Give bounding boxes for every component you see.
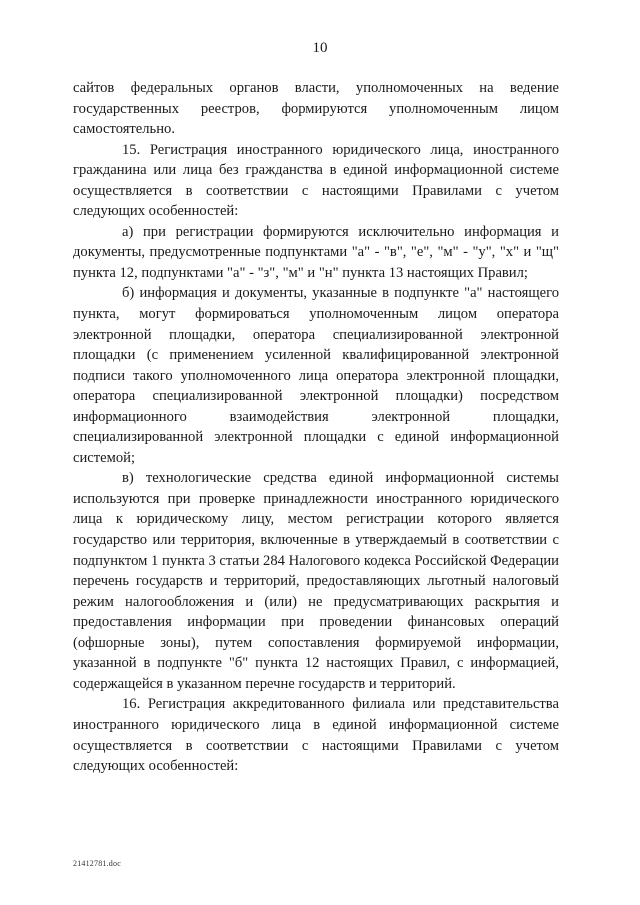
paragraph-item-16: 16. Регистрация аккредитованного филиала или представительства иностранного юридического лица в единой информационной системе осуществляется в соответствии с настоящими Правилами с учетом следующих особенностей: (73, 696, 559, 775)
paragraph-subitem-a: а) при регистрации формируются исключительно информация и документы, предусмотренные подпунктами "а" - "в", "е", "м" - "у", "х" и "щ" пункта 12, подпунктами "а" - "з", "м" и "н" пункта 13 настоящих Правил; (73, 223, 559, 281)
page-number: 10 (312, 40, 328, 56)
footer-file-name: 21412781.doc (73, 859, 121, 868)
paragraph-continuation: сайтов федеральных органов власти, уполномоченных на ведение государственных реестров, формируются уполномоченным лицом самостоятельно. (73, 80, 559, 138)
paragraph-subitem-v: в) технологические средства единой информационной системы используются при проверке принадлежности иностранного юридического лица к юридическому лицу, местом регистрации которого является государство или территория, включенные в утверждаемый в соответствии с подпунктом 1 пункта 3 статьи 284 Налогового кодекса Российской Федерации перечень государств и территорий, предоставляющих льготный налоговый режим налогообложения и (или) не предусматривающих раскрытия и предоставления информации при проведении финансовых операций (офшорные зоны), путем сопоставления формируемой информации, указанной в подпункте "б" пункта 12 настоящих Правил, с информацией, содержащейся в указанном перечне государств и территорий. (73, 470, 559, 692)
paragraph-item-15: 15. Регистрация иностранного юридического лица, иностранного гражданина или лица без гражданства в единой информационной системе осуществляется в соответствии с настоящими Правилами с учетом следующих особенностей: (73, 141, 559, 220)
document-body (73, 78, 559, 777)
paragraph-subitem-b: б) информация и документы, указанные в подпункте "а" настоящего пункта, могут формироваться уполномоченным лицом оператора электронной площадки, оператора специализированной электронной площадки (с применением усиленной квалифицированной электронной подписи такого уполномоченного лица оператора электронной площадки, оператора специализированной электронной площадки) посредством информационного взаимодействия электронной площадки, специализированной электронной площадки с единой информационной системой; (73, 285, 559, 466)
